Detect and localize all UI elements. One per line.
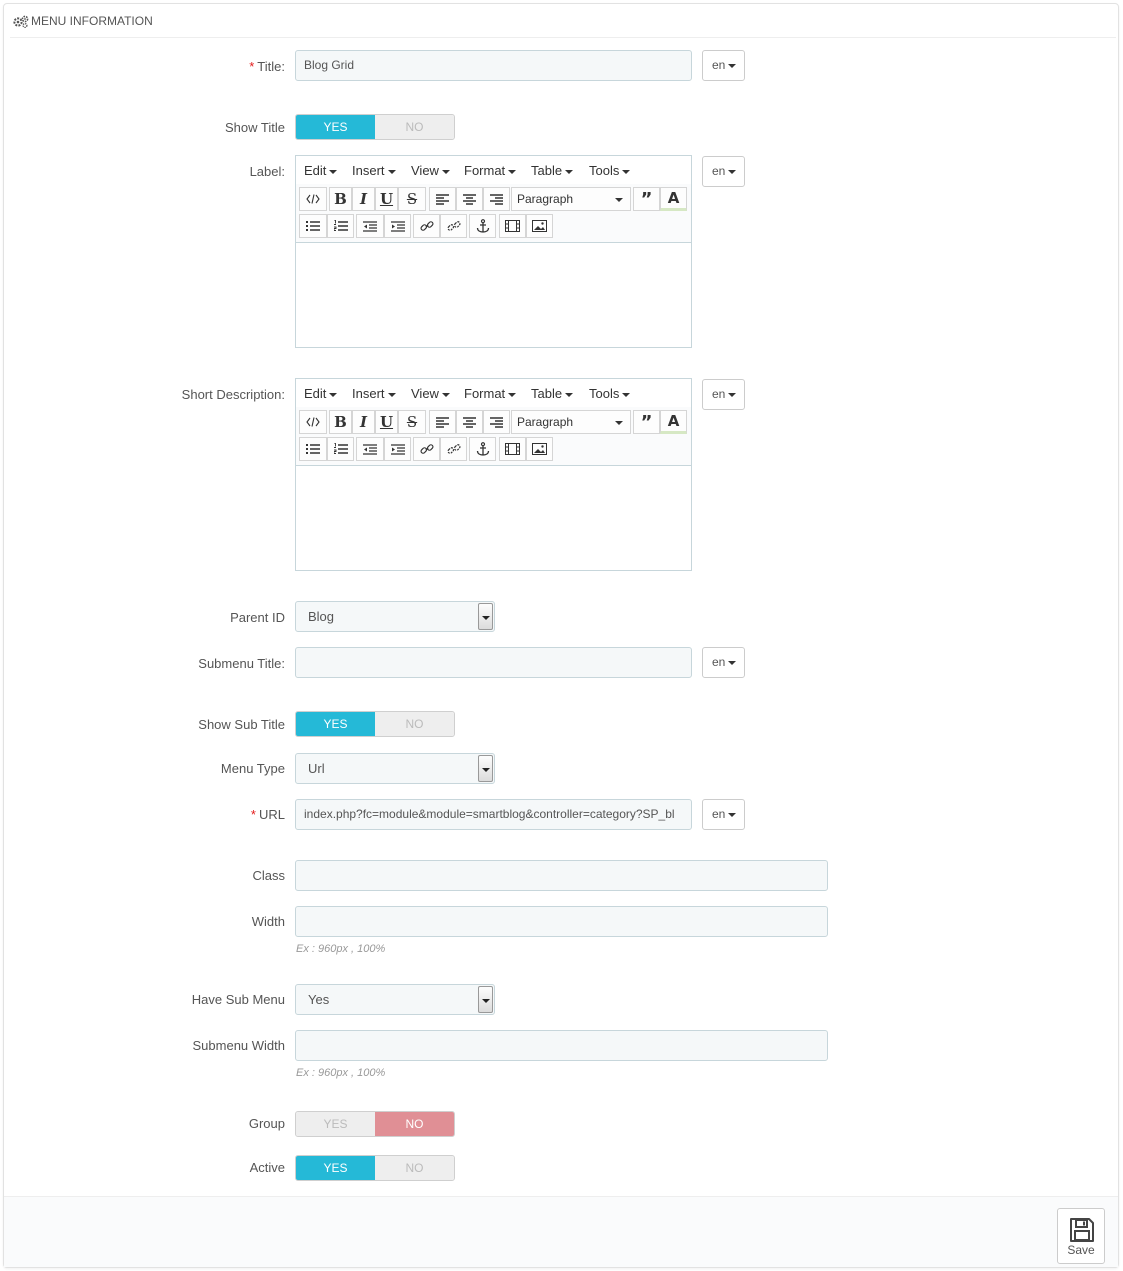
- editor-menubar: [296, 156, 691, 184]
- align-right-button[interactable]: [483, 410, 510, 434]
- text-color-button[interactable]: A: [660, 187, 687, 211]
- source-code-icon: [306, 194, 320, 204]
- select-arrow-icon: [478, 755, 493, 782]
- unlink-icon: [447, 442, 461, 456]
- label-lang-dropdown[interactable]: [702, 156, 745, 187]
- required-marker: *: [249, 59, 255, 74]
- editor-menubar: [296, 379, 691, 407]
- submenu-title-label: Submenu Title:: [198, 656, 285, 671]
- class-input[interactable]: [295, 860, 828, 891]
- parent-id-label: Parent ID: [230, 610, 285, 625]
- menu-edit-label: Edit: [304, 386, 327, 401]
- caret-down-icon: [728, 813, 736, 817]
- label-label: Label:: [249, 164, 285, 179]
- numbered-list-icon: [334, 443, 348, 455]
- bullet-list-icon: [306, 221, 320, 232]
- numbered-list-button[interactable]: [327, 214, 354, 238]
- show-sub-title-yes[interactable]: YES: [296, 712, 375, 736]
- show-title-switch[interactable]: [295, 114, 455, 140]
- title-label: [85, 59, 285, 74]
- menu-view[interactable]: [411, 386, 450, 401]
- width-input[interactable]: [295, 906, 828, 937]
- panel-title: MENU INFORMATION: [31, 14, 153, 28]
- url-lang-dropdown[interactable]: [702, 799, 745, 830]
- select-arrow-icon: [478, 603, 493, 630]
- short-description-label: Short Description:: [181, 387, 285, 402]
- active-no[interactable]: NO: [375, 1156, 454, 1180]
- required-marker: *: [250, 807, 256, 822]
- quote-icon: ”: [640, 188, 653, 210]
- floppy-disk-icon: [1069, 1217, 1095, 1243]
- caret-down-icon: [388, 170, 396, 174]
- menu-type-label: Menu Type: [220, 761, 285, 776]
- lang-code: en: [712, 807, 726, 821]
- bold-button[interactable]: B: [329, 187, 352, 211]
- menu-insert[interactable]: [352, 386, 396, 401]
- unlink-button[interactable]: [440, 437, 467, 461]
- menu-edit[interactable]: [304, 163, 337, 178]
- parent-id-value: Blog: [308, 609, 335, 624]
- indent-button[interactable]: [384, 214, 411, 238]
- menu-table-label: Table: [531, 163, 563, 178]
- align-center-button[interactable]: [456, 410, 483, 434]
- caret-down-icon: [508, 170, 516, 174]
- image-button[interactable]: [526, 437, 553, 461]
- menu-tools-label: Tools: [589, 163, 620, 178]
- label-editor-content[interactable]: [296, 244, 691, 347]
- menu-format[interactable]: [464, 163, 516, 178]
- bold-button[interactable]: B: [329, 410, 352, 434]
- menu-format-label: Format: [464, 386, 506, 401]
- align-center-button[interactable]: [456, 187, 483, 211]
- lang-code: en: [712, 387, 726, 401]
- lang-code: en: [712, 164, 726, 178]
- menu-table[interactable]: [531, 163, 573, 178]
- active-yes[interactable]: YES: [296, 1156, 375, 1180]
- indent-button[interactable]: [384, 437, 411, 461]
- caret-down-icon: [622, 170, 630, 174]
- unlink-button[interactable]: [440, 214, 467, 238]
- media-button[interactable]: [499, 214, 526, 238]
- class-label: Class: [252, 868, 285, 883]
- outdent-icon: [363, 221, 377, 232]
- align-left-icon: [436, 417, 449, 428]
- lang-code: en: [712, 58, 726, 72]
- submenu-width-label: Submenu Width: [192, 1038, 285, 1053]
- caret-down-icon: [728, 661, 736, 665]
- link-button[interactable]: [413, 214, 440, 238]
- editor-toolbar: [296, 184, 691, 243]
- have-sub-menu-value: Yes: [308, 992, 330, 1007]
- menu-type-select[interactable]: [295, 753, 495, 784]
- menu-tools[interactable]: [589, 163, 630, 178]
- parent-id-select[interactable]: [295, 601, 495, 632]
- show-sub-title-switch[interactable]: [295, 711, 455, 737]
- strikethrough-button[interactable]: S: [398, 187, 426, 211]
- menu-edit[interactable]: [304, 386, 337, 401]
- italic-button[interactable]: I: [352, 187, 375, 211]
- film-icon: [505, 220, 520, 232]
- caret-down-icon: [508, 393, 516, 397]
- italic-button[interactable]: I: [352, 410, 375, 434]
- media-button[interactable]: [499, 437, 526, 461]
- unlink-icon: [447, 219, 461, 233]
- align-center-icon: [463, 417, 476, 428]
- source-code-button[interactable]: [299, 187, 327, 211]
- menu-insert-label: Insert: [352, 163, 385, 178]
- block-format-dropdown[interactable]: [511, 410, 631, 434]
- show-title-label: Show Title: [225, 120, 285, 135]
- url-input[interactable]: index.php?fc=module&module=smartblog&controller=category?SP_bl: [295, 799, 692, 830]
- show-title-yes[interactable]: YES: [296, 115, 375, 139]
- menu-edit-label: Edit: [304, 163, 327, 178]
- submenu-title-lang-dropdown[interactable]: [702, 647, 745, 678]
- have-sub-menu-label: Have Sub Menu: [191, 992, 285, 1007]
- title-label-text: Title:: [257, 59, 285, 74]
- align-right-icon: [490, 194, 503, 205]
- short-description-editor-content[interactable]: [296, 467, 691, 570]
- panel-footer: [4, 1196, 1118, 1267]
- block-format-value: Paragraph: [517, 192, 574, 206]
- show-title-no[interactable]: NO: [375, 115, 454, 139]
- image-button[interactable]: [526, 214, 553, 238]
- align-right-button[interactable]: [483, 187, 510, 211]
- editor-toolbar: [296, 407, 691, 466]
- caret-down-icon: [728, 393, 736, 397]
- outdent-button[interactable]: [356, 437, 384, 461]
- save-label: Save: [1067, 1243, 1095, 1257]
- group-yes[interactable]: YES: [296, 1112, 375, 1136]
- link-icon: [420, 219, 434, 233]
- quote-icon: ”: [640, 411, 653, 433]
- bullet-list-icon: [306, 444, 320, 455]
- numbered-list-icon: [334, 220, 348, 232]
- have-sub-menu-select[interactable]: [295, 984, 495, 1015]
- numbered-list-button[interactable]: [327, 437, 354, 461]
- caret-down-icon: [388, 393, 396, 397]
- panel-heading: [10, 4, 1116, 38]
- align-center-icon: [463, 194, 476, 205]
- caret-down-icon: [728, 64, 736, 68]
- menu-format[interactable]: [464, 386, 516, 401]
- submenu-width-hint: Ex : 960px , 100%: [296, 1067, 386, 1079]
- label-editor: [295, 155, 692, 348]
- source-code-button[interactable]: [299, 410, 327, 434]
- cogs-icon: [13, 15, 29, 28]
- menu-insert[interactable]: [352, 163, 396, 178]
- caret-down-icon: [615, 421, 623, 425]
- film-icon: [505, 443, 520, 455]
- underline-button[interactable]: U: [375, 410, 398, 434]
- menu-tools-label: Tools: [589, 386, 620, 401]
- save-button[interactable]: [1057, 1208, 1105, 1264]
- anchor-button[interactable]: [469, 437, 496, 461]
- menu-format-label: Format: [464, 163, 506, 178]
- menu-view[interactable]: [411, 163, 450, 178]
- menu-table-label: Table: [531, 386, 563, 401]
- select-arrow-icon: [478, 986, 493, 1013]
- menu-type-value: Url: [308, 761, 325, 776]
- blockquote-button[interactable]: [633, 187, 660, 211]
- anchor-icon: [476, 219, 490, 233]
- short-description-lang-dropdown[interactable]: [702, 379, 745, 410]
- link-icon: [420, 442, 434, 456]
- bullet-list-button[interactable]: [299, 214, 327, 238]
- caret-down-icon: [565, 393, 573, 397]
- url-label-text: URL: [258, 807, 285, 822]
- block-format-dropdown[interactable]: [511, 187, 631, 211]
- bullet-list-button[interactable]: [299, 437, 327, 461]
- caret-down-icon: [442, 393, 450, 397]
- show-sub-title-label: Show Sub Title: [198, 717, 285, 732]
- source-code-icon: [306, 417, 320, 427]
- link-button[interactable]: [413, 437, 440, 461]
- outdent-icon: [363, 444, 377, 455]
- underline-button[interactable]: U: [375, 187, 398, 211]
- group-label: Group: [248, 1116, 285, 1131]
- align-right-icon: [490, 417, 503, 428]
- menu-table[interactable]: [531, 386, 573, 401]
- lang-code: en: [712, 655, 726, 669]
- show-sub-title-no[interactable]: NO: [375, 712, 454, 736]
- caret-down-icon: [615, 198, 623, 202]
- block-format-value: Paragraph: [517, 415, 574, 429]
- align-left-button[interactable]: [429, 410, 456, 434]
- blockquote-button[interactable]: [633, 410, 660, 434]
- indent-icon: [391, 444, 405, 455]
- caret-down-icon: [329, 170, 337, 174]
- anchor-button[interactable]: [469, 214, 496, 238]
- caret-down-icon: [565, 170, 573, 174]
- title-lang-dropdown[interactable]: [702, 50, 745, 81]
- active-label: Active: [249, 1160, 285, 1175]
- image-icon: [532, 443, 547, 455]
- outdent-button[interactable]: [356, 214, 384, 238]
- active-switch[interactable]: [295, 1155, 455, 1181]
- caret-down-icon: [329, 393, 337, 397]
- short-description-editor: [295, 378, 692, 571]
- group-no[interactable]: NO: [375, 1112, 454, 1136]
- submenu-width-input[interactable]: [295, 1030, 828, 1061]
- text-color-button[interactable]: A: [660, 410, 687, 434]
- menu-view-label: View: [411, 163, 439, 178]
- menu-insert-label: Insert: [352, 386, 385, 401]
- title-input[interactable]: Blog Grid: [295, 50, 692, 81]
- image-icon: [532, 220, 547, 232]
- anchor-icon: [476, 442, 490, 456]
- caret-down-icon: [622, 393, 630, 397]
- caret-down-icon: [442, 170, 450, 174]
- menu-tools[interactable]: [589, 386, 630, 401]
- caret-down-icon: [728, 170, 736, 174]
- group-switch[interactable]: [295, 1111, 455, 1137]
- submenu-title-input[interactable]: [295, 647, 692, 678]
- width-hint: Ex : 960px , 100%: [296, 943, 386, 955]
- indent-icon: [391, 221, 405, 232]
- strikethrough-button[interactable]: S: [398, 410, 426, 434]
- align-left-button[interactable]: [429, 187, 456, 211]
- menu-view-label: View: [411, 386, 439, 401]
- width-label: Width: [251, 914, 285, 929]
- align-left-icon: [436, 194, 449, 205]
- url-label: [85, 807, 285, 822]
